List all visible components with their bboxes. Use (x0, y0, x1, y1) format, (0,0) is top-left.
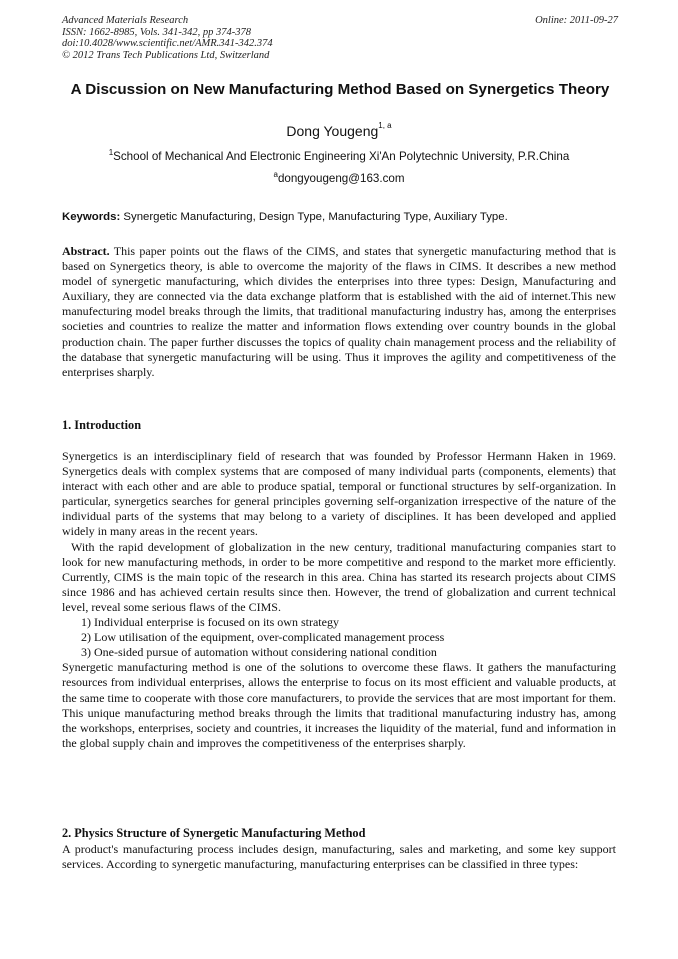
intro-paragraph-3: Synergetic manufacturing method is one of the solutions to overcome these flaws. It gathers the manufacturing resources from individual enterprises, allows the enterprise to focus on its most efficient and valuable products, at the same time to cooperate with those core manufacturers, to provide the services that are most important for them. This unique manufacturing method breaks through the limits that traditional manufacturing industry has, among the workshops, enterprises, society and countries, it increases the liquidity of the material, fund and information in the global supply chain and improves the competitiveness of the enterprises sharply. (62, 660, 616, 750)
affiliation-line (0, 150, 678, 163)
abstract-label: Abstract. (62, 244, 110, 258)
author-sup: 1, a (378, 121, 392, 130)
author-line (0, 123, 678, 139)
flaw-list-item: 2) Low utilisation of the equipment, over-complicated management process (81, 630, 445, 645)
abstract-text: This paper points out the flaws of the CIMS, and states that synergetic manufacturing method that is based on Synergetics theory, is able to overcome the majority of the flaws in CIMS. It describes a new method model of synergetic manufacturing, which divides the enterprises into three types: Design, Manufacturing and Auxiliary, they are connected via the data exchange platform that is established with the aid of internet.This new manufecturing model breaks through the limits, that traditional manufacturing industry has, among the enterprises societies and countries to realize the matter and information flows extending over country bounds in the global production chain. The paper further discusses the topics of quality chain management process and the reliability of the database that synergetic manufacturing will be using. Thus it improves the agility and competitiveness of the enterprises sharply. (62, 244, 616, 379)
journal-name: Advanced Materials Research (62, 15, 189, 26)
abstract (62, 244, 616, 380)
introduction-body (62, 449, 616, 751)
affiliation-sup: 1 (108, 148, 114, 157)
keywords-text: Synergetic Manufacturing, Design Type, Manufacturing Type, Auxiliary Type. (123, 211, 508, 223)
email-line (0, 172, 678, 185)
keywords (62, 211, 618, 223)
email-sup: a (273, 170, 278, 179)
intro-paragraph-2: With the rapid development of globalization in the new century, traditional manufacturing companies start to look for new manufacturing methods, in order to be more competitive and respond to the market more efficiently. Currently, CIMS is the main topic of the research in this area. China has started its research projects about CIMS since 1986 and has achieved certain results since then. However, the trend of globalization and current technical level, reveal some serious flaws of the CIMS. (62, 539, 616, 614)
keywords-label: Keywords: (62, 211, 121, 223)
section-heading-introduction: 1. Introduction (62, 418, 142, 432)
journal-header (62, 15, 618, 61)
intro-paragraph-1: Synergetics is an interdisciplinary field of research that was founded by Professor Hermann Haken in 1969. Synergetics deals with complex systems that are composed of many individual parts (components, elements) that interact with each other and are able to produce spatial, temporal or functional structures by self-organization. In particular, synergetics searches for general principles governing self-organization irrespective of the nature of the individual parts of the systems that may belong to a variety of disciplines. It has been developed and applied widely in many areas in the recent years. (62, 449, 616, 539)
doi-line: doi:10.4028/www.scientific.net/AMR.341-342.374 (62, 38, 273, 49)
online-date: Online: 2011-09-27 (535, 15, 618, 26)
email-text: dongyougeng@163.com (277, 172, 405, 185)
author-name: Dong Yougeng (286, 123, 379, 139)
section2-paragraph: A product's manufacturing process includes design, manufacturing, sales and marketing, and some key support services. According to synergetic manufacturing, manufacturing enterprises can be classified in three types: (62, 842, 616, 872)
flaw-list-item: 3) One-sided pursue of automation without considering national condition (81, 645, 437, 660)
affiliation-text: School of Mechanical And Electronic Engineering Xi'An Polytechnic University, P.R.China (113, 150, 570, 163)
issn-line: ISSN: 1662-8985, Vols. 341-342, pp 374-378 (62, 26, 251, 38)
copyright-line: © 2012 Trans Tech Publications Ltd, Switzerland (62, 49, 270, 61)
paper-title: A Discussion on New Manufacturing Method Based on Synergetics Theory (70, 81, 610, 98)
section-heading-physics-structure: 2. Physics Structure of Synergetic Manufacturing Method (62, 826, 366, 840)
flaw-list-item: 1) Individual enterprise is focused on its own strategy (81, 615, 339, 630)
